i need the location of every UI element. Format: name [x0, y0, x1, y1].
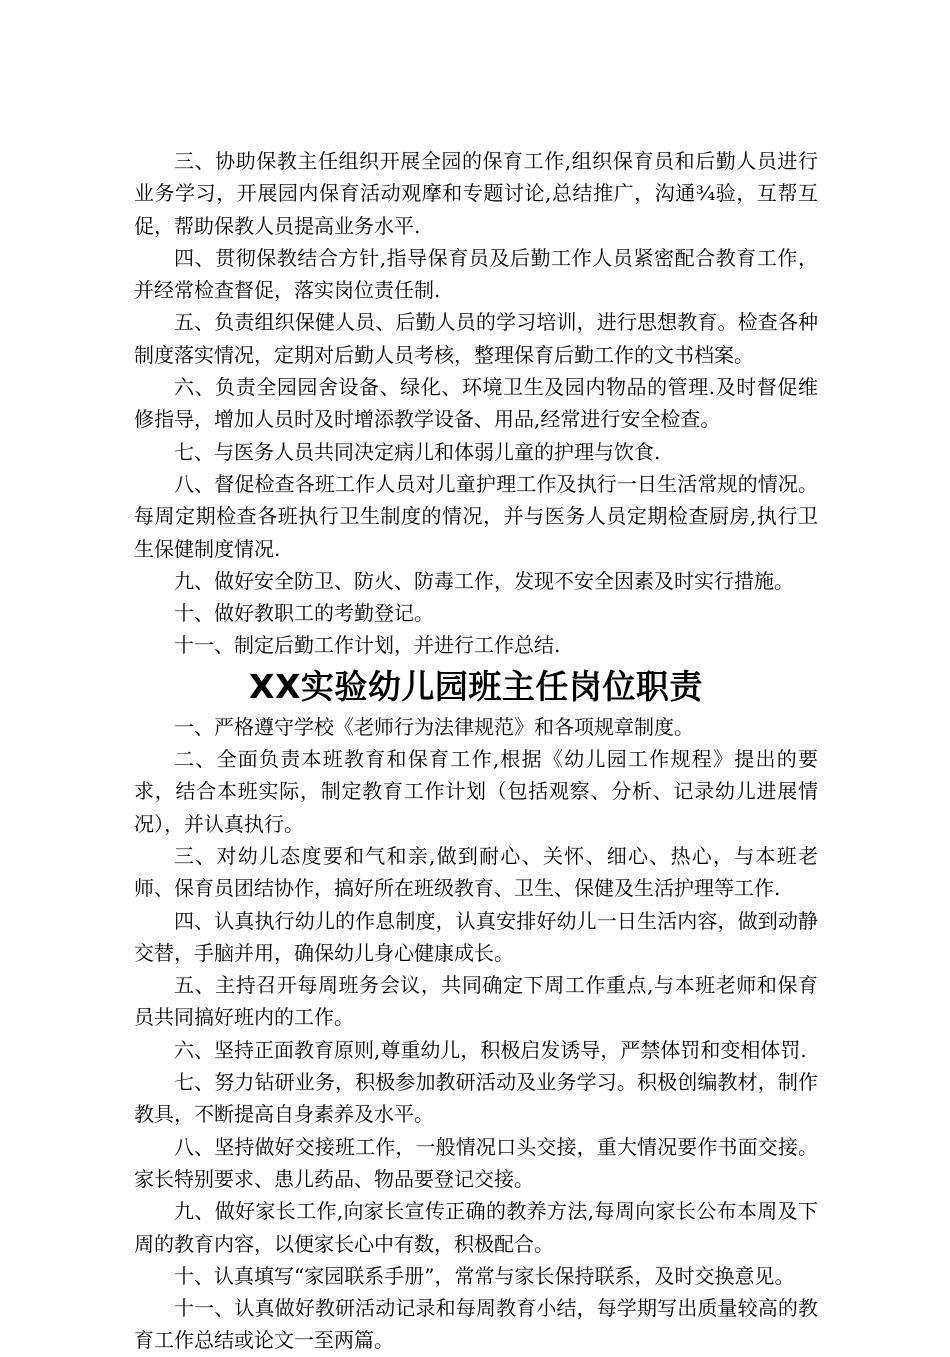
paragraph: 一、严格遵守学校《老师行为法律规范》和各项规章制度。	[174, 714, 694, 739]
paragraph: 五、负责组织保健人员、后勤人员的学习培训，进行思想教育。检查各种制度落实情况，定期对后勤人员考核，整理保育后勤工作的文书档案。	[134, 310, 818, 367]
paragraph: 三、协助保教主任组织开展全园的保育工作,组织保育员和后勤人员进行业务学习，开展园内保育活动观摩和专题讨论,总结推广，沟通¾验，互帮互促，帮助保教人员提高业务水平.	[134, 149, 818, 238]
paragraph: 四、贯彻保教结合方针,指导保育员及后勤工作人员紧密配合教育工作，并经常检查督促，落实岗位责任制.	[134, 245, 818, 303]
paragraph: 七、努力钻研业务，积极参加教研活动及业务学习。积极创编教材，制作教具，不断提高自身素养及水平。	[134, 1070, 818, 1127]
paragraph: 十、做好教职工的考勤登记。	[174, 601, 434, 626]
paragraph: 八、督促检查各班工作人员对儿童护理工作及执行一日生活常规的情况。每周定期检查各班执行卫生制度的情况，并与医务人员定期检查厨房,执行卫生保健制度情况.	[134, 471, 818, 561]
paragraph: 七、与医务人员共同决定病儿和体弱儿童的护理与饮食.	[174, 439, 661, 464]
paragraph: 三、对幼儿态度要和气和亲,做到耐心、关怀、细心、热心，与本班老师、保育员团结协作，搞好所在班级教育、卫生、保健及生活护理等工作.	[134, 843, 818, 901]
paragraph: 八、坚持做好交接班工作，一般情况口头交接，重大情况要作书面交接。家长特别要求、患儿药品、物品要登记交接。	[134, 1134, 818, 1191]
section-logistics-duties	[134, 145, 818, 662]
paragraph: 十、认真填写“家园联系手册”，常常与家长保持联系，及时交换意见。	[174, 1263, 795, 1288]
paragraph: 九、做好安全防卫、防火、防毒工作，发现不安全因素及时实行措施。	[174, 568, 794, 593]
paragraph: 四、认真执行幼儿的作息制度，认真安排好幼儿一日生活内容，做到动静交替，手脑并用，确保幼儿身心健康成长。	[134, 908, 818, 965]
paragraph: 十一、制定后勤工作计划，并进行工作总结.	[174, 633, 561, 658]
paragraph: 十一、认真做好教研活动记录和每周教育小结，每学期写出质量较高的教育工作总结或论文一至两篇。	[134, 1296, 818, 1353]
paragraph: 六、负责全园园舍设备、绿化、环境卫生及园内物品的管理.及时督促维修指导，增加人员时及时增添教学设备、用品,经常进行安全检查。	[134, 375, 818, 432]
section-title: XX实验幼儿园班主任岗位职责	[249, 666, 703, 706]
section-head-teacher-duties	[134, 711, 818, 1357]
paragraph: 九、做好家长工作,向家长宣传正确的教养方法,每周向家长公布本周及下周的教育内容，以便家长心中有数，积极配合。	[134, 1199, 818, 1256]
paragraph: 六、坚持正面教育原则,尊重幼儿，积极启发诱导，严禁体罚和变相体罚.	[174, 1037, 807, 1062]
paragraph: 二、全面负责本班教育和保育工作,根据《幼儿园工作规程》提出的要求，结合本班实际，制定教育工作计划（包括观察、分析、记录幼儿进展情况），并认真执行。	[134, 747, 818, 836]
document-page	[134, 145, 818, 1357]
paragraph: 五、主持召开每周班务会议，共同确定下周工作重点,与本班老师和保育员共同搞好班内的工作。	[134, 973, 818, 1030]
